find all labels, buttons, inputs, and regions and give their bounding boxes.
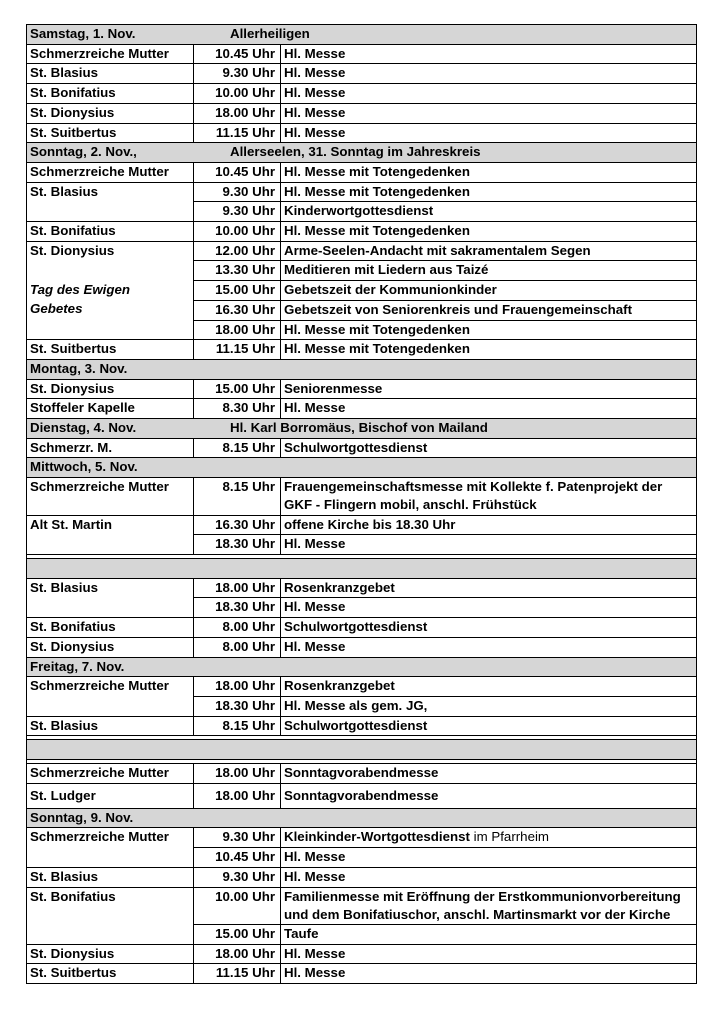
day-header: [27, 458, 697, 478]
event-cell: Hl. Messe mit Totengedenken: [281, 320, 697, 340]
place-cell: St. Blasius: [27, 867, 194, 887]
table-row: [27, 103, 697, 123]
place-cell: Schmerzr. M.: [27, 438, 194, 458]
table-row: [27, 764, 697, 784]
event-text: Kleinkinder-Wortgottesdienst: [284, 829, 470, 845]
event-cell: Hl. Messe mit Totengedenken: [281, 162, 697, 182]
place-cell: St. Suitbertus: [27, 123, 194, 143]
event-cell: Hl. Messe: [281, 535, 697, 555]
day-title: Montag, 3. Nov.: [30, 360, 128, 376]
time-cell: 18.30 Uhr: [194, 598, 281, 618]
event-cell: Familienmesse mit Eröffnung der Erstkommunionvorbereitung und dem Bonifatiuschor, anschl. Martinsmarkt vor der Kirche: [281, 887, 697, 924]
worship-schedule-table: [26, 24, 697, 984]
event-cell: Schulwortgottesdienst: [281, 716, 697, 736]
day-header: [27, 143, 697, 163]
day-feast: Allerheiligen: [230, 26, 310, 41]
day-header: [27, 808, 697, 828]
day-header-row: [27, 25, 697, 45]
place-cell: [27, 261, 194, 281]
event-cell: Hl. Messe: [281, 848, 697, 868]
time-cell: 10.00 Uhr: [194, 84, 281, 104]
table-row: [27, 182, 697, 202]
day-title: Dienstag, 4. Nov.: [30, 420, 137, 436]
table-row: [27, 848, 697, 868]
table-row: [27, 281, 697, 301]
table-row: [27, 478, 697, 515]
day-header-row: [27, 808, 697, 828]
table-row: [27, 867, 697, 887]
time-cell: 16.30 Uhr: [194, 515, 281, 535]
place-cell: St. Bonifatius: [27, 222, 194, 242]
table-row: [27, 828, 697, 848]
time-cell: 18.00 Uhr: [194, 103, 281, 123]
time-cell: 15.00 Uhr: [194, 281, 281, 301]
day-header-row: [27, 419, 697, 439]
table-row: [27, 399, 697, 419]
table-row: [27, 964, 697, 984]
place-cell: St. Suitbertus: [27, 964, 194, 984]
event-cell: Arme-Seelen-Andacht mit sakramentalem Segen: [281, 241, 697, 261]
table-row: [27, 44, 697, 64]
event-cell: [281, 828, 697, 848]
event-suffix: im Pfarrheim: [469, 829, 549, 845]
event-cell: Sonntagvorabendmesse: [281, 764, 697, 784]
place-note: Tag des Ewigen: [27, 281, 194, 301]
table-row: [27, 696, 697, 716]
table-row: [27, 64, 697, 84]
table-row: [27, 578, 697, 598]
day-header-row: [27, 143, 697, 163]
place-cell: St. Dionysius: [27, 637, 194, 657]
place-cell: St. Blasius: [27, 578, 194, 598]
place-cell: Schmerzreiche Mutter: [27, 677, 194, 697]
time-cell: 18.00 Uhr: [194, 320, 281, 340]
time-cell: 9.30 Uhr: [194, 828, 281, 848]
place-cell: [27, 535, 194, 555]
table-row: [27, 202, 697, 222]
day-header: [27, 419, 697, 439]
schedule-sheet: [26, 24, 696, 984]
place-cell: St. Suitbertus: [27, 340, 194, 360]
table-row: [27, 123, 697, 143]
time-cell: 18.00 Uhr: [194, 764, 281, 784]
table-row: [27, 222, 697, 242]
day-title: Freitag, 7. Nov.: [30, 658, 125, 674]
table-row: [27, 716, 697, 736]
place-cell: St. Dionysius: [27, 379, 194, 399]
event-cell: Hl. Messe: [281, 103, 697, 123]
time-cell: 9.30 Uhr: [194, 182, 281, 202]
table-row: [27, 598, 697, 618]
event-cell: Schulwortgottesdienst: [281, 438, 697, 458]
place-note: Gebetes: [27, 300, 194, 320]
time-cell: 15.00 Uhr: [194, 924, 281, 944]
event-cell: Seniorenmesse: [281, 379, 697, 399]
day-header: [27, 657, 697, 677]
place-cell: St. Bonifatius: [27, 618, 194, 638]
time-cell: 10.45 Uhr: [194, 44, 281, 64]
day-feast: Allerseelen, 31. Sonntag im Jahreskreis: [230, 144, 481, 160]
place-cell: St. Dionysius: [27, 103, 194, 123]
time-cell: 8.00 Uhr: [194, 618, 281, 638]
day-header-row: [27, 657, 697, 677]
event-cell: Hl. Messe mit Totengedenken: [281, 222, 697, 242]
place-cell: [27, 696, 194, 716]
place-cell: Schmerzreiche Mutter: [27, 764, 194, 784]
time-cell: 11.15 Uhr: [194, 964, 281, 984]
day-header: [27, 740, 697, 760]
event-cell: Hl. Messe: [281, 637, 697, 657]
place-cell: Schmerzreiche Mutter: [27, 478, 194, 515]
time-cell: 10.00 Uhr: [194, 222, 281, 242]
table-row: [27, 618, 697, 638]
event-cell: Rosenkranzgebet: [281, 578, 697, 598]
place-cell: St. Bonifatius: [27, 84, 194, 104]
event-cell: Gebetszeit von Seniorenkreis und Frauengemeinschaft: [281, 300, 697, 320]
table-row: [27, 944, 697, 964]
time-cell: 18.30 Uhr: [194, 696, 281, 716]
day-header: [27, 558, 697, 578]
time-cell: 18.00 Uhr: [194, 677, 281, 697]
place-cell: St. Bonifatius: [27, 887, 194, 924]
place-cell: St. Dionysius: [27, 241, 194, 261]
table-row: [27, 261, 697, 281]
event-cell: Rosenkranzgebet: [281, 677, 697, 697]
event-cell: Schulwortgottesdienst: [281, 618, 697, 638]
event-cell: Kinderwortgottesdienst: [281, 202, 697, 222]
event-cell: Hl. Messe: [281, 44, 697, 64]
place-cell: St. Blasius: [27, 64, 194, 84]
time-cell: 8.15 Uhr: [194, 478, 281, 515]
table-row: [27, 515, 697, 535]
event-cell: Sonntagvorabendmesse: [281, 783, 697, 808]
time-cell: 18.00 Uhr: [194, 944, 281, 964]
place-cell: [27, 320, 194, 340]
table-row: [27, 320, 697, 340]
time-cell: 8.15 Uhr: [194, 438, 281, 458]
place-cell: St. Ludger: [27, 783, 194, 808]
time-cell: 18.00 Uhr: [194, 578, 281, 598]
table-row: [27, 438, 697, 458]
event-cell: Hl. Messe: [281, 399, 697, 419]
time-cell: 9.30 Uhr: [194, 64, 281, 84]
event-cell: Meditieren mit Liedern aus Taizé: [281, 261, 697, 281]
time-cell: 9.30 Uhr: [194, 867, 281, 887]
time-cell: 8.30 Uhr: [194, 399, 281, 419]
day-header-row: [27, 458, 697, 478]
time-cell: 11.15 Uhr: [194, 123, 281, 143]
time-cell: 11.15 Uhr: [194, 340, 281, 360]
table-row: [27, 887, 697, 924]
day-title: Samstag, 1. Nov.: [30, 26, 136, 41]
event-cell: Frauengemeinschaftsmesse mit Kollekte f. Patenprojekt der GKF - Flingern mobil, anschl. Frühstück: [281, 478, 697, 515]
time-cell: 18.00 Uhr: [194, 783, 281, 808]
day-header-row: [27, 558, 697, 578]
place-cell: St. Blasius: [27, 182, 194, 202]
table-row: [27, 637, 697, 657]
event-cell: Hl. Messe: [281, 964, 697, 984]
event-cell: Hl. Messe: [281, 867, 697, 887]
day-title: Mittwoch, 5. Nov.: [30, 459, 138, 475]
time-cell: 18.30 Uhr: [194, 535, 281, 555]
event-cell: Gebetszeit der Kommunionkinder: [281, 281, 697, 301]
place-cell: Schmerzreiche Mutter: [27, 828, 194, 848]
day-header-row: [27, 359, 697, 379]
table-row: [27, 300, 697, 320]
place-cell: [27, 924, 194, 944]
place-cell: [27, 848, 194, 868]
time-cell: 9.30 Uhr: [194, 202, 281, 222]
event-cell: Hl. Messe: [281, 598, 697, 618]
event-cell: Hl. Messe: [281, 944, 697, 964]
place-cell: Alt St. Martin: [27, 515, 194, 535]
event-cell: Hl. Messe: [281, 64, 697, 84]
event-cell: Hl. Messe als gem. JG,: [281, 696, 697, 716]
day-feast: Hl. Karl Borromäus, Bischof von Mailand: [230, 420, 488, 436]
place-cell: Schmerzreiche Mutter: [27, 44, 194, 64]
time-cell: 16.30 Uhr: [194, 300, 281, 320]
time-cell: 8.00 Uhr: [194, 637, 281, 657]
time-cell: 10.45 Uhr: [194, 848, 281, 868]
day-title: Sonntag, 2. Nov.,: [30, 144, 137, 160]
place-cell: [27, 202, 194, 222]
time-cell: 8.15 Uhr: [194, 716, 281, 736]
table-row: [27, 783, 697, 808]
time-cell: 10.00 Uhr: [194, 887, 281, 924]
event-cell: Hl. Messe: [281, 84, 697, 104]
table-row: [27, 340, 697, 360]
event-cell: Hl. Messe mit Totengedenken: [281, 182, 697, 202]
table-row: [27, 924, 697, 944]
place-cell: St. Dionysius: [27, 944, 194, 964]
table-row: [27, 241, 697, 261]
table-row: [27, 677, 697, 697]
event-cell: Taufe: [281, 924, 697, 944]
place-cell: Stoffeler Kapelle: [27, 399, 194, 419]
day-header-row: [27, 740, 697, 760]
time-cell: 12.00 Uhr: [194, 241, 281, 261]
event-cell: Hl. Messe: [281, 123, 697, 143]
event-cell: offene Kirche bis 18.30 Uhr: [281, 515, 697, 535]
table-row: [27, 84, 697, 104]
time-cell: 10.45 Uhr: [194, 162, 281, 182]
place-cell: Schmerzreiche Mutter: [27, 162, 194, 182]
table-row: [27, 162, 697, 182]
event-cell: Hl. Messe mit Totengedenken: [281, 340, 697, 360]
day-header: [27, 359, 697, 379]
place-cell: [27, 598, 194, 618]
table-row: [27, 535, 697, 555]
day-header: [27, 25, 697, 45]
time-cell: 15.00 Uhr: [194, 379, 281, 399]
day-title: Sonntag, 9. Nov.: [30, 809, 134, 825]
time-cell: 13.30 Uhr: [194, 261, 281, 281]
table-row: [27, 379, 697, 399]
place-cell: St. Blasius: [27, 716, 194, 736]
